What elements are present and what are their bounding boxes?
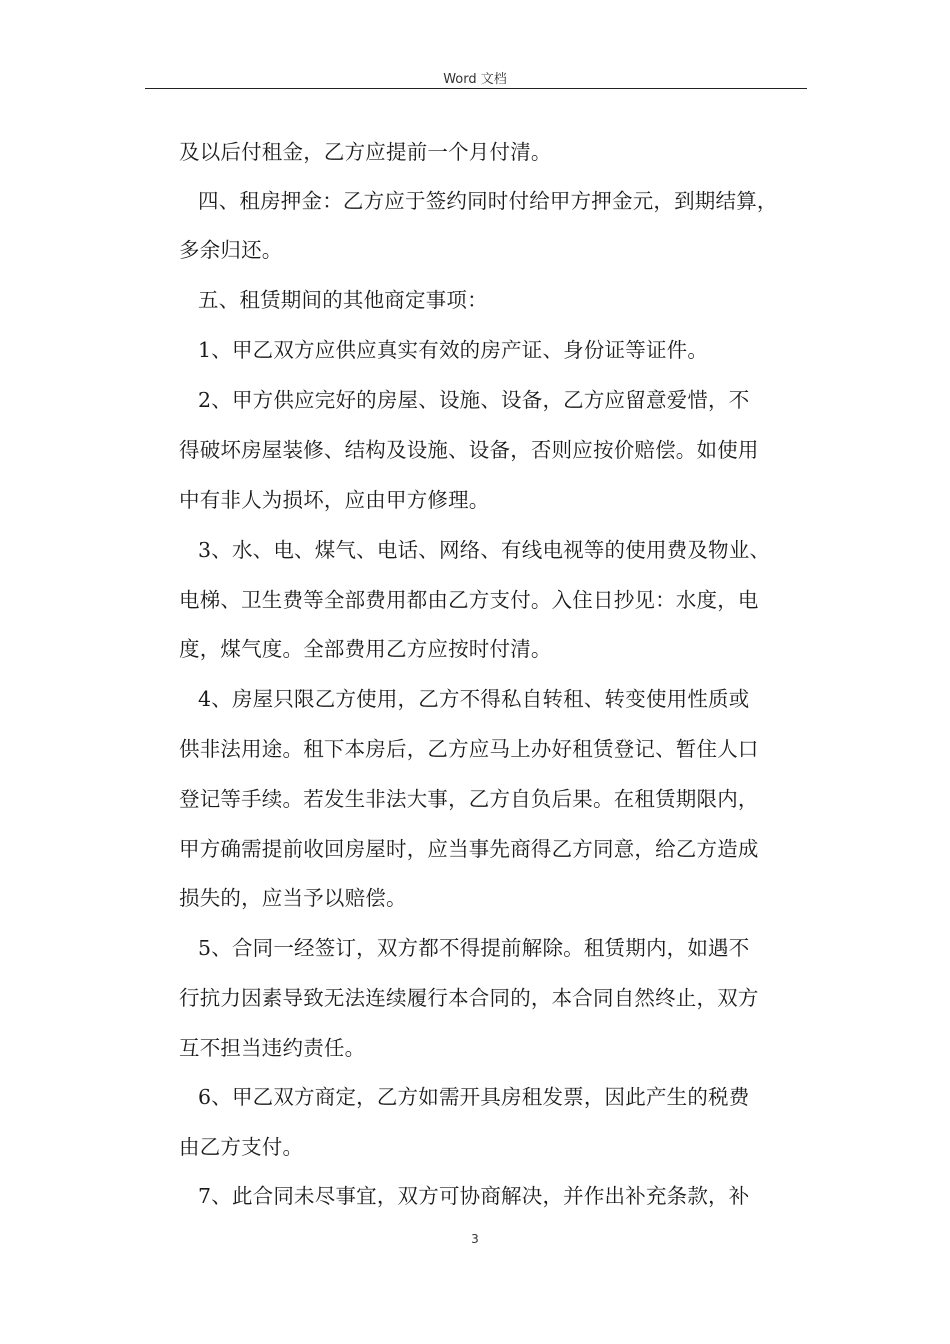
text-line: 供非法用途。租下本房后，乙方应马上办好租赁登记、暂住人口: [179, 737, 759, 761]
page-number: 3: [471, 1232, 479, 1246]
text-line: 及以后付租金，乙方应提前一个月付清。: [179, 140, 552, 164]
text-line: 2、甲方供应完好的房屋、设施、设备，乙方应留意爱惜，不: [198, 388, 750, 412]
text-line: 损失的，应当予以赔偿。: [179, 886, 407, 910]
text-line: 甲方确需提前收回房屋时，应当事先商得乙方同意，给乙方造成: [179, 837, 759, 861]
text-line: 四、租房押金：乙方应于签约同时付给甲方押金元，到期结算，: [198, 189, 778, 213]
text-line: 中有非人为损坏，应由甲方修理。: [179, 488, 490, 512]
text-line: 7、此合同未尽事宜，双方可协商解决，并作出补充条款，补: [198, 1184, 750, 1208]
text-line: 4、房屋只限乙方使用，乙方不得私自转租、转变使用性质或: [198, 687, 750, 711]
text-line: 由乙方支付。: [179, 1135, 304, 1159]
text-line: 得破坏房屋装修、结构及设施、设备，否则应按价赔偿。如使用: [179, 438, 759, 462]
text-line: 1、甲乙双方应供应真实有效的房产证、身份证等证件。: [198, 338, 709, 362]
text-line: 多余归还。: [179, 238, 283, 262]
text-line: 3、水、电、煤气、电话、网络、有线电视等的使用费及物业、: [198, 538, 771, 562]
text-line: 互不担当违约责任。: [179, 1036, 366, 1060]
text-line: 5、合同一经签订，双方都不得提前解除。租赁期内，如遇不: [198, 936, 750, 960]
text-line: 行抗力因素导致无法连续履行本合同的，本合同自然终止，双方: [179, 986, 759, 1010]
text-line: 6、甲乙双方商定，乙方如需开具房租发票，因此产生的税费: [198, 1085, 750, 1109]
text-line: 五、租赁期间的其他商定事项：: [198, 288, 488, 312]
text-line: 度，煤气度。全部费用乙方应按时付清。: [179, 637, 552, 661]
text-line: 登记等手续。若发生非法大事，乙方自负后果。在租赁期限内，: [179, 787, 759, 811]
header-title: Word 文档: [443, 72, 507, 87]
text-line: 电梯、卫生费等全部费用都由乙方支付。入住日抄见：水度，电: [179, 588, 759, 612]
